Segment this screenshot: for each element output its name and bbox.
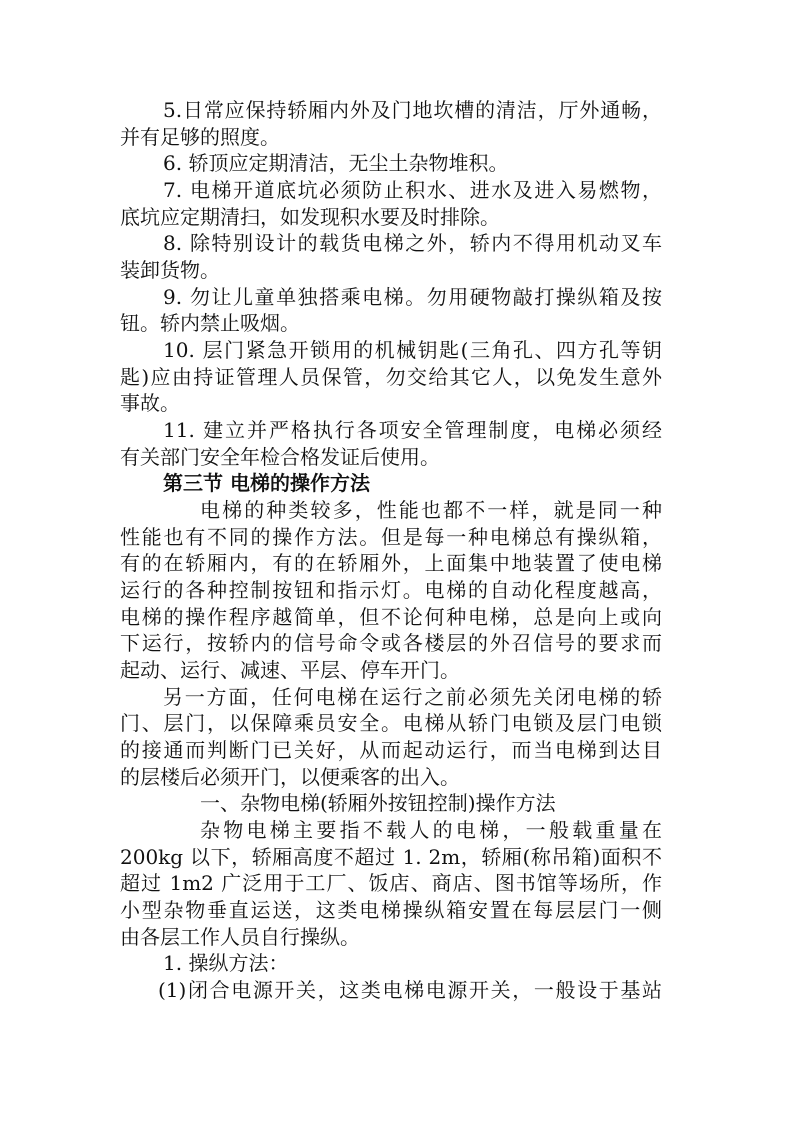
text-line: 的层楼后必须开门，以便乘客的出入。	[120, 765, 460, 789]
text-line: 性能也有不同的操作方法。但是每一种电梯总有操纵箱，	[120, 525, 662, 549]
text-line: 的接通而判断门已关好，从而起动运行，而当电梯到达目	[120, 738, 662, 762]
text-line: 运行的各种控制按钮和指示灯。电梯的自动化程度越高，	[120, 578, 662, 602]
text-line: 匙)应由持证管理人员保管，勿交给其它人，以免发生意外	[120, 365, 662, 389]
text-line: 杂物电梯主要指不载人的电梯，一般载重量在	[200, 818, 662, 842]
text-line: 电梯的操作程序越简单，但不论何种电梯，总是向上或向	[120, 605, 662, 629]
text-line: (1)闭合电源开关，这类电梯电源开关，一般设于基站	[158, 978, 662, 1002]
text-line: 钮。轿内禁止吸烟。	[120, 311, 300, 335]
text-line: 8. 除特别设计的载货电梯之外，轿内不得用机动叉车	[163, 231, 662, 255]
text-line: 另一方面，任何电梯在运行之前必须先关闭电梯的轿	[163, 685, 662, 709]
text-line: 小型杂物垂直运送，这类电梯操纵箱安置在每层层门一侧	[120, 898, 662, 922]
text-line: 并有足够的照度。	[120, 125, 280, 149]
subsection-heading: 一、杂物电梯(轿厢外按钮控制)操作方法	[200, 791, 556, 815]
text-line: 电梯的种类较多，性能也都不一样，就是同一种	[200, 498, 662, 522]
text-line: 1. 操纵方法：	[163, 951, 289, 975]
text-line: 有的在轿厢内，有的在轿厢外，上面集中地装置了使电梯	[120, 551, 662, 575]
text-line: 200kg 以下，轿厢高度不超过 1. 2m，轿厢(称吊箱)面积不	[120, 845, 662, 869]
text-line: 下运行，按轿内的信号命令或各楼层的外召信号的要求而	[120, 631, 662, 655]
text-line: 10. 层门紧急开锁用的机械钥匙(三角孔、四方孔等钥	[163, 338, 662, 362]
text-line: 6. 轿顶应定期清洁，无尘土杂物堆积。	[163, 151, 509, 175]
text-line: 装卸货物。	[120, 258, 220, 282]
text-line: 9. 勿让儿童单独搭乘电梯。勿用硬物敲打操纵箱及按	[163, 285, 662, 309]
text-line: 门、层门，以保障乘员安全。电梯从轿门电锁及层门电锁	[120, 711, 662, 735]
section-heading: 第三节 电梯的操作方法	[163, 471, 370, 495]
text-line: 有关部门安全年检合格发证后使用。	[120, 445, 440, 469]
text-line: 5.日常应保持轿厢内外及门地坎槽的清洁，厅外通畅，	[163, 98, 662, 122]
text-line: 起动、运行、减速、平层、停车开门。	[120, 658, 460, 682]
text-line: 超过 1m2 广泛用于工厂、饭店、商店、图书馆等场所，作	[120, 871, 662, 895]
text-line: 事故。	[120, 391, 180, 415]
text-line: 由各层工作人员自行操纵。	[120, 925, 360, 949]
text-line: 底坑应定期清扫，如发现积水要及时排除。	[120, 205, 500, 229]
text-line: 11. 建立并严格执行各项安全管理制度，电梯必须经	[163, 418, 662, 442]
text-line: 7. 电梯开道底坑必须防止积水、进水及进入易燃物，	[163, 178, 662, 202]
